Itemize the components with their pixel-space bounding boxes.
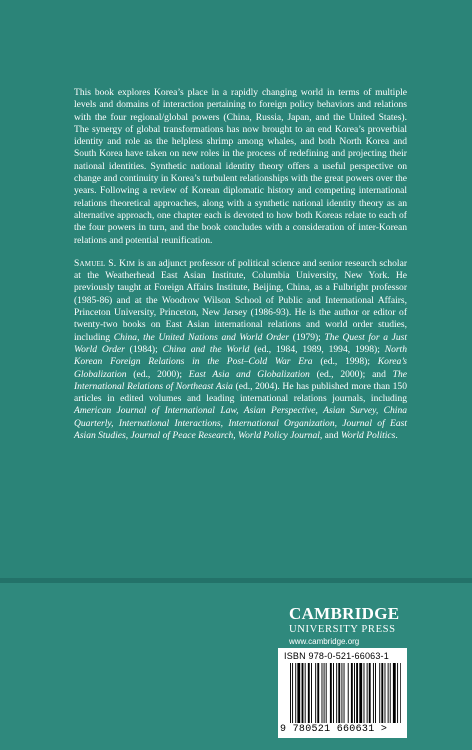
blurb-text: [74, 87, 407, 442]
book-title: East Asia and Globalization: [188, 368, 310, 380]
publisher-logo: [289, 605, 409, 647]
book-title: China, the United Nations and World Order: [113, 331, 290, 343]
publisher-press: UNIVERSITY PRESS: [289, 624, 396, 635]
barcode-digits: 9 780521 660631 >: [280, 724, 388, 735]
book-title: North Korean Foreign Relations in the Post–Cold War Era: [74, 343, 407, 368]
author-bio: Samuel S. Kim is an adjunct professor of political science and senior research scholar at the Weatherhead East Asian Institute, Columbia University, New York. He previously taught at Foreign Affairs Institute, Beijing, China, as a Fulbright professor (1985-86) and at the Woodrow Wilson School of Public and International Affairs, Princeton University, Princeton, New Jersey (1986-93). He is the author or editor of twenty-two books on East Asian international relations and world order studies, including China, the United Nations and World Order (1979); The Quest for a Just World Order (1984); China and the World (ed., 1984, 1989, 1994, 1998); North Korean Foreign Relations in the Post–Cold War Era (ed., 1998); Korea’s Globalization (ed., 2000); East Asia and Globalization (ed., 2000); and The International Relations of Northeast Asia (ed., 2004). He has published more than 150 articles in edited volumes and leading international relations journals, including American Journal of International Law, Asian Perspective, Asian Survey, China Quarterly, International Interactions, International Organization, Journal of East Asian Studies, Journal of Peace Research, World Policy Journal, and World Politics.: [74, 257, 407, 442]
isbn-label: ISBN 978-0-521-66063-1: [284, 651, 389, 661]
publisher-url: www.cambridge.org: [289, 637, 360, 646]
book-title: China and the World: [162, 343, 250, 355]
author-name: Samuel S. Kim: [74, 257, 136, 269]
barcode-icon: [290, 663, 401, 723]
journal-title: World Politics: [340, 430, 396, 442]
barcode-box: [278, 648, 407, 738]
book-title: Korea’s Globalization: [74, 356, 407, 380]
journal-list: American Journal of International Law, Asian Perspective, Asian Survey, China Quarterly, International Interactions, International Organization, Journal of East Asian Studies, Journal of Peace Research, World Policy Journal,: [74, 405, 407, 442]
book-title: The Quest for a Just World Order: [74, 331, 407, 355]
publisher-name: CAMBRIDGE: [289, 604, 400, 623]
book-description: This book explores Korea’s place in a rapidly changing world in terms of multiple levels and domains of interaction pertaining to foreign policy behaviors and relations with the four regional/global powers (China, Russia, Japan, and the United States). The synergy of global transformations has now brought to an end Korea’s proverbial identity and role as the helpless shrimp among whales, and both North Korea and South Korea have taken on new roles in the process of redefining and projecting their national identities. Synthetic national identity theory offers a useful perspective on change and continuity in Korea’s turbulent relationships with the great powers over the years. Following a review of Korean diplomatic history and competing international relations theoretical approaches, along with a synthetic national identity theory as an alternative approach, one chapter each is devoted to how both Koreas relate to each of the four powers in turn, and the book concludes with a consideration of inter-Korean relations and potential reunification.: [74, 87, 407, 246]
book-title: The International Relations of Northeast Asia: [74, 368, 407, 392]
